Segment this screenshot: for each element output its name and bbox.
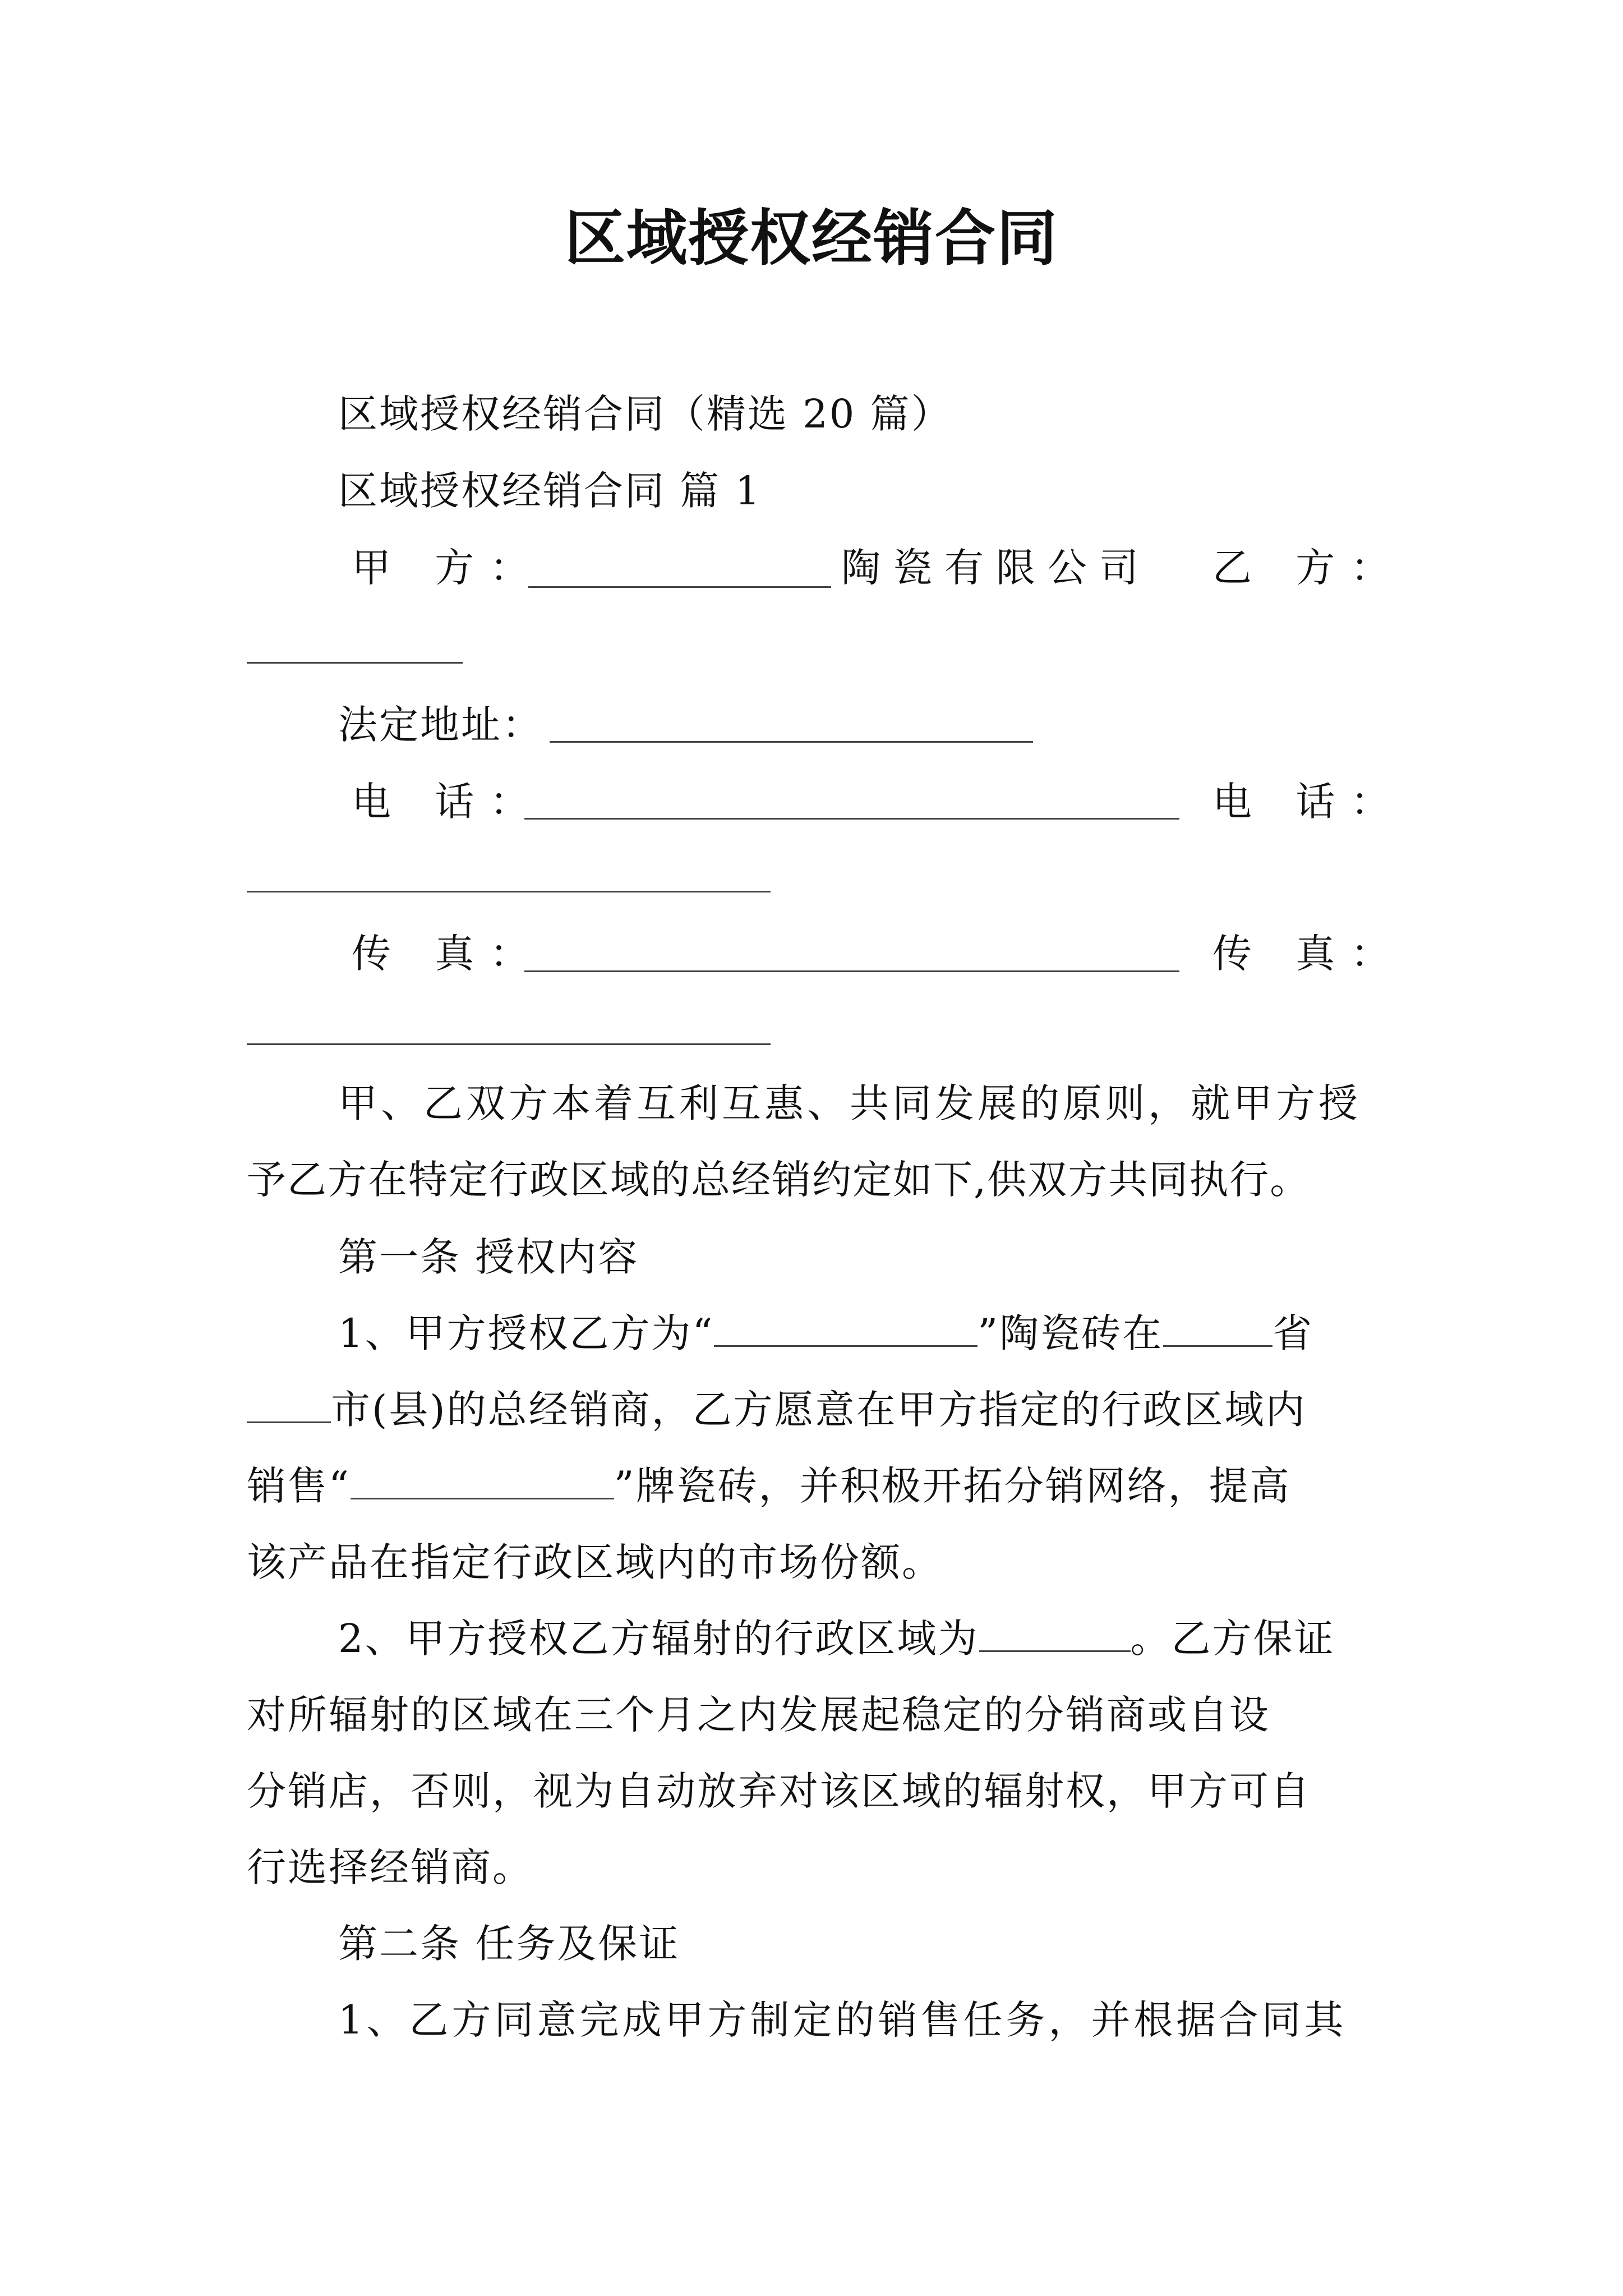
a1-p1-line-3 [247, 1461, 1291, 1511]
a1-p1-text-b: ”陶瓷砖在 [978, 1310, 1164, 1356]
a1-p2-line-3: 分销店，否则，视为自动放弃对该区域的辐射权，甲方可自 [247, 1768, 1311, 1814]
phone-label-b: 电 话： [1212, 779, 1406, 825]
party-a-blank [528, 586, 831, 588]
province-blank [1163, 1310, 1272, 1347]
a1-p1-text-c: 省 [1272, 1310, 1314, 1356]
article-1-heading: 第一条 授权内容 [338, 1234, 639, 1280]
a1-p1-line-2 [247, 1384, 1307, 1435]
document-title: 区域授权经销合同 [564, 203, 1058, 274]
phone-blank-b [247, 891, 771, 892]
city-blank [247, 1387, 331, 1423]
region-blank [979, 1616, 1131, 1652]
party-b-blank [247, 662, 463, 664]
a1-p2-text-a: 2、甲方授权乙方辐射的行政区域为 [338, 1616, 979, 1662]
intro-line-2: 予乙方在特定行政区域的总经销约定如下,供双方共同执行。 [247, 1157, 1311, 1203]
address-label: 法定地址： [338, 702, 543, 748]
brand-blank-1 [714, 1310, 978, 1347]
a1-p2-line-2: 对所辐射的区域在三个月之内发展起稳定的分销商或自设 [247, 1692, 1270, 1738]
party-a-suffix: 陶瓷有限公司 [841, 545, 1151, 591]
address-blank [550, 741, 1033, 743]
fax-blank-a [524, 970, 1179, 972]
brand-blank-2 [351, 1463, 614, 1499]
a1-p1-text-a: 1、甲方授权乙方为“ [338, 1310, 714, 1356]
a1-p2-line-4: 行选择经销商。 [247, 1844, 533, 1890]
article-2-heading: 第二条 任务及保证 [338, 1921, 680, 1967]
a1-p1-line-1 [338, 1308, 1313, 1359]
section-title: 区域授权经销合同 篇 1 [338, 468, 762, 514]
party-a-label: 甲 方： [352, 545, 545, 591]
a1-p2-text-b: 。乙方保证 [1130, 1616, 1335, 1662]
fax-label-b: 传 真： [1212, 931, 1406, 977]
party-b-label: 乙 方： [1212, 545, 1406, 591]
a1-p1-text-e: 销售“ [247, 1463, 351, 1509]
intro-line-1: 甲、乙双方本着互利互惠、共同发展的原则，就甲方授 [338, 1080, 1361, 1126]
fax-label-a: 传 真： [352, 931, 545, 977]
phone-label-a: 电 话： [352, 779, 545, 825]
phone-blank-a [524, 818, 1179, 820]
a2-p1-line-1: 1、乙方同意完成甲方制定的销售任务，并根据合同其 [338, 1997, 1347, 2043]
fax-blank-b [247, 1043, 771, 1045]
document-subtitle: 区域授权经销合同（精选 20 篇） [338, 391, 952, 437]
a1-p1-text-d: 市(县)的总经销商，乙方愿意在甲方指定的行政区域内 [331, 1387, 1307, 1433]
a1-p1-text-f: ”牌瓷砖，并积极开拓分销网络，提高 [614, 1463, 1291, 1509]
a1-p1-line-4: 该产品在指定行政区域内的市场份额。 [247, 1539, 943, 1585]
a1-p2-line-1 [338, 1613, 1335, 1664]
